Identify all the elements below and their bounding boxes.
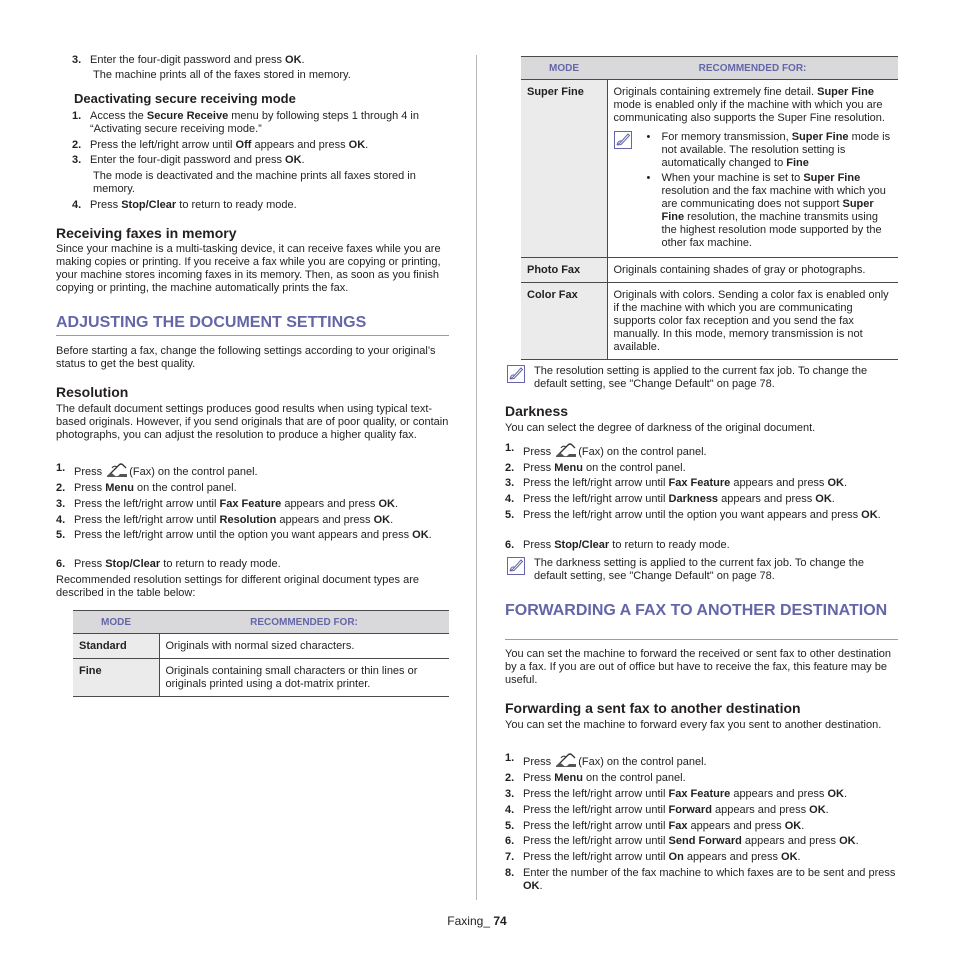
fax-icon — [554, 442, 578, 459]
step-punct: . — [365, 139, 369, 151]
dark-step-2 — [505, 462, 898, 475]
step-text: Enter the four-digit password and press — [90, 154, 286, 166]
step-number: 3. — [505, 788, 515, 800]
step-punct: . — [539, 880, 543, 892]
step-number: 6. — [505, 539, 515, 551]
step-keyword: OK — [523, 880, 540, 892]
step-text: Press the left/right arrow until — [90, 139, 236, 151]
bullet-text: When your machine is set to — [661, 172, 804, 184]
step-text: appears and press — [276, 514, 374, 526]
step-keyword: OK — [827, 477, 844, 489]
step-keyword: OK — [861, 509, 878, 521]
step-punct: . — [801, 820, 805, 832]
step-text: Press the left/right arrow until — [74, 498, 220, 510]
adjusting-paragraph: Before starting a fax, change the following settings according to your original’s status to get the best quality. — [56, 345, 436, 370]
bullet-keyword: Super Fine — [791, 131, 849, 143]
deact-step-1 — [72, 110, 449, 136]
fwd-step-5 — [505, 820, 898, 833]
deact-step-3 — [72, 154, 449, 167]
step-number: 1. — [505, 752, 515, 764]
step-punct: . — [390, 514, 394, 526]
step-keyword: Menu — [105, 482, 134, 494]
step-number: 2. — [505, 772, 515, 784]
mode-cell: Photo Fax — [521, 258, 607, 283]
receiving-heading: Receiving faxes in memory — [56, 225, 237, 241]
bullet-text: For memory transmission, — [661, 131, 792, 143]
step-text: Press — [523, 756, 555, 768]
step-keyword: OK — [348, 139, 366, 151]
step-punct: . — [301, 54, 305, 66]
desc-keyword: Super Fine — [817, 86, 874, 98]
darkness-paragraph: You can select the degree of darkness of the original document. — [505, 422, 816, 434]
desc-cell: Originals containing shades of gray or photographs. — [607, 258, 898, 283]
step-keyword: Fax Feature — [668, 477, 731, 489]
mode-cell: Fine — [73, 659, 159, 697]
deact-step-2 — [72, 139, 449, 152]
bullet-keyword: Super Fine — [803, 172, 861, 184]
step-text: on the control panel. — [133, 482, 237, 494]
step-text: Press the left/right arrow until — [523, 851, 669, 863]
step-keyword: Stop/Clear — [554, 539, 610, 551]
step-keyword: OK — [815, 493, 832, 505]
heading-rule — [56, 335, 449, 336]
res-step-2 — [56, 482, 449, 495]
step-punct: . — [825, 804, 829, 816]
darkness-heading: Darkness — [505, 403, 569, 419]
step-text: Enter the number of the fax machine to which faxes are to be sent and press — [523, 867, 896, 879]
step-keyword: OK — [827, 788, 844, 800]
step-keyword: Stop/Clear — [121, 199, 177, 211]
step-keyword: OK — [285, 54, 302, 66]
note-bullets — [644, 131, 893, 252]
mode-cell: Standard — [73, 634, 159, 659]
step-number: 3. — [72, 154, 82, 166]
bullet-keyword: Fine — [786, 157, 809, 169]
resolution-paragraph: The default document settings produces good results when using typical text-based originals. However, if you send originals that are of poor quality, or contain photographs, you can adjust the resolution to produce a higher quality fax. — [56, 403, 449, 441]
step-text: Press the left/right arrow until the option you want appears and press — [523, 509, 862, 521]
step-punct: . — [855, 835, 859, 847]
fwd-step-3 — [505, 788, 898, 801]
mode-cell: Color Fax — [521, 283, 607, 360]
footer-section: Faxing_ — [447, 914, 490, 928]
step-keyword: Fax Feature — [219, 498, 282, 510]
step-3-password — [72, 54, 449, 67]
step-number: 4. — [72, 199, 82, 211]
step-text: appears and press — [683, 851, 782, 863]
bullet-text: resolution, the machine transmits using the highest resolution mode supported by the other fax machine. — [661, 211, 882, 249]
step-number: 3. — [56, 498, 66, 510]
step-number: 4. — [505, 804, 515, 816]
step-text: Press the left/right arrow until — [523, 820, 669, 832]
table-header-recommended: RECOMMENDED FOR: — [159, 611, 449, 634]
step-number: 2. — [56, 482, 66, 494]
note-icon — [507, 557, 525, 575]
fax-icon — [554, 752, 578, 769]
step-keyword: Fax — [668, 820, 688, 832]
bullet-text: resolution and the fax machine with which you are communicating does not support — [661, 185, 886, 210]
desc-text: Originals containing extremely fine detail. — [613, 86, 818, 98]
resolution-heading: Resolution — [56, 384, 129, 400]
desc-text: mode is enabled only if the machine with which you are communicating also supports the Super Fine resolution. — [613, 99, 885, 124]
step-number: 6. — [56, 558, 66, 570]
step-keyword: On — [668, 851, 684, 863]
step-text: on the control panel. — [582, 462, 686, 474]
step-keyword: OK — [412, 529, 429, 541]
step-punct: . — [301, 154, 305, 166]
super-fine-desc — [614, 86, 893, 125]
table-header-mode: MODE — [521, 57, 607, 80]
step-text: menu by following steps 1 through 4 in “Activating secure receiving mode.” — [90, 110, 419, 135]
step-number: 2. — [505, 462, 515, 474]
fwd-step-8 — [505, 867, 898, 893]
step-text: on the control panel. — [582, 772, 686, 784]
recommended-paragraph: Recommended resolution settings for different original document types are described in the table below: — [56, 574, 419, 599]
table-row — [521, 258, 898, 283]
resolution-table-advanced — [521, 56, 898, 360]
step-text: to return to ready mode. — [176, 199, 297, 211]
page-number: 74 — [493, 914, 507, 928]
step-number: 4. — [505, 493, 515, 505]
dark-step-6 — [505, 539, 898, 552]
desc-cell: Originals containing small characters or thin lines or originals printed using a dot-matrix printer. — [159, 659, 449, 697]
step-number: 6. — [505, 835, 515, 847]
step-text: to return to ready mode. — [609, 539, 730, 551]
step-text: Press — [523, 462, 555, 474]
step-punct: . — [877, 509, 881, 521]
list-item — [644, 172, 893, 250]
column-divider — [476, 55, 477, 900]
step-keyword: OK — [285, 154, 302, 166]
res-step-1 — [56, 462, 449, 479]
dark-step-3 — [505, 477, 898, 490]
forwarding-sent-paragraph: You can set the machine to forward every fax you sent to another destination. — [505, 719, 882, 731]
resolution-table-basic — [73, 610, 449, 697]
step-text: appears and press — [741, 835, 840, 847]
page-footer — [0, 915, 954, 928]
step-number: 3. — [72, 54, 82, 66]
deact-step-4 — [72, 199, 449, 212]
bullet-keyword: Super Fine — [661, 198, 874, 223]
res-step-4 — [56, 514, 449, 527]
step-text: Press — [523, 539, 555, 551]
step-text: appears and press — [281, 498, 379, 510]
step-keyword: Menu — [554, 462, 583, 474]
note-icon — [507, 365, 525, 383]
step-text: appears and press — [730, 477, 828, 489]
fwd-step-1 — [505, 752, 898, 769]
fwd-step-6 — [505, 835, 898, 848]
step-text: to return to ready mode. — [160, 558, 281, 570]
step-continuation: The machine prints all of the faxes stored in memory. — [93, 69, 351, 81]
step-text: Press the left/right arrow until — [523, 835, 669, 847]
table-row — [73, 659, 449, 697]
step-text: appears and press — [687, 820, 785, 832]
step-text: (Fax) on the control panel. — [578, 446, 707, 458]
step-number: 1. — [56, 462, 66, 474]
step-keyword: Darkness — [668, 493, 719, 505]
res-step-6 — [56, 558, 449, 571]
step-text: Access the — [90, 110, 147, 122]
heading-rule — [505, 639, 898, 640]
super-fine-note — [614, 131, 893, 252]
step-number: 5. — [505, 509, 515, 521]
step-number: 4. — [56, 514, 66, 526]
step-punct: . — [831, 493, 835, 505]
step-text: appears and press — [711, 804, 810, 816]
deactivating-heading: Deactivating secure receiving mode — [74, 91, 296, 106]
fwd-step-4 — [505, 804, 898, 817]
fwd-step-2 — [505, 772, 898, 785]
step-keyword: Forward — [668, 804, 712, 816]
step-keyword: Fax Feature — [668, 788, 731, 800]
res-step-3 — [56, 498, 449, 511]
fax-icon — [105, 462, 129, 479]
step-text: Enter the four-digit password and press — [90, 54, 286, 66]
resolution-note: The resolution setting is applied to the current fax job. To change the default setting, see "Change Default" on page 78. — [534, 365, 868, 390]
step-text: Press — [523, 446, 555, 458]
mode-cell: Super Fine — [521, 80, 607, 258]
step-number: 1. — [72, 110, 82, 122]
res-step-5 — [56, 529, 449, 542]
step-keyword: OK — [378, 498, 395, 510]
step-punct: . — [428, 529, 432, 541]
step-number: 8. — [505, 867, 515, 879]
desc-cell: Originals with colors. Sending a color fax is enabled only if the machine with which you are communicating supports color fax reception and you send the fax manually. In this mode, memory transmission is not available. — [607, 283, 898, 360]
fwd-step-7 — [505, 851, 898, 864]
table-row — [521, 80, 898, 258]
bullet-text: mode is not available. The resolution setting is automatically changed to — [661, 131, 891, 169]
dark-step-4 — [505, 493, 898, 506]
step-number: 5. — [505, 820, 515, 832]
step-keyword: Off — [235, 139, 252, 151]
step-text: Press the left/right arrow until — [523, 477, 669, 489]
step-text: (Fax) on the control panel. — [578, 756, 707, 768]
step-number: 7. — [505, 851, 515, 863]
step-text: Press — [523, 772, 555, 784]
list-item — [644, 131, 893, 170]
step-number: 5. — [56, 529, 66, 541]
step-text: Press the left/right arrow until the option you want appears and press — [74, 529, 413, 541]
table-row — [73, 634, 449, 659]
step-keyword: Menu — [554, 772, 583, 784]
step-keyword: OK — [809, 804, 826, 816]
step-keyword: Secure Receive — [146, 110, 229, 122]
dark-step-1 — [505, 442, 898, 459]
step-keyword: OK — [784, 820, 802, 832]
step-punct: . — [395, 498, 399, 510]
forwarding-paragraph: You can set the machine to forward the received or sent fax to other destination by a fax. If you are out of office but have to receive the fax, this feature may be useful. — [505, 648, 892, 686]
step-punct: . — [797, 851, 801, 863]
step-text: Press — [90, 199, 122, 211]
step-text: Press the left/right arrow until — [74, 514, 220, 526]
step-text: Press the left/right arrow until — [523, 493, 669, 505]
forwarding-heading: FORWARDING A FAX TO ANOTHER DESTINATION — [505, 602, 888, 619]
step-text: Press — [74, 466, 106, 478]
step-text: (Fax) on the control panel. — [129, 466, 258, 478]
step-text: appears and press — [251, 139, 349, 151]
table-header-recommended: RECOMMENDED FOR: — [607, 57, 898, 80]
step-text: Press — [74, 558, 106, 570]
step-punct: . — [844, 477, 848, 489]
step-keyword: OK — [373, 514, 391, 526]
step-keyword: Send Forward — [668, 835, 742, 847]
adjusting-heading: ADJUSTING THE DOCUMENT SETTINGS — [56, 314, 367, 331]
step-text: Press the left/right arrow until — [523, 788, 669, 800]
step-number: 1. — [505, 442, 515, 454]
step-punct: . — [844, 788, 848, 800]
step-continuation: The mode is deactivated and the machine prints all faxes stored in memory. — [93, 170, 416, 195]
table-row — [521, 283, 898, 360]
step-number: 2. — [72, 139, 82, 151]
note-icon — [614, 131, 632, 149]
forwarding-sent-heading: Forwarding a sent fax to another destination — [505, 700, 801, 716]
desc-cell — [607, 80, 898, 258]
step-keyword: OK — [781, 851, 798, 863]
step-text: Press — [74, 482, 106, 494]
step-text: appears and press — [730, 788, 828, 800]
darkness-note: The darkness setting is applied to the current fax job. To change the default setting, see "Change Default" on page 78. — [534, 557, 864, 582]
step-keyword: Resolution — [219, 514, 277, 526]
desc-cell: Originals with normal sized characters. — [159, 634, 449, 659]
table-header-mode: MODE — [73, 611, 159, 634]
step-number: 3. — [505, 477, 515, 489]
step-text: Press the left/right arrow until — [523, 804, 669, 816]
receiving-paragraph: Since your machine is a multi-tasking device, it can receive faxes while you are making copies or printing. If you receive a fax while you are copying or printing, your machine stores incoming faxes in its memory. Then, as soon as you finish copying or printing, the machine automatically prints the fax. — [56, 243, 441, 294]
step-keyword: OK — [839, 835, 856, 847]
step-keyword: Stop/Clear — [105, 558, 161, 570]
dark-step-5 — [505, 509, 898, 522]
step-text: appears and press — [718, 493, 816, 505]
